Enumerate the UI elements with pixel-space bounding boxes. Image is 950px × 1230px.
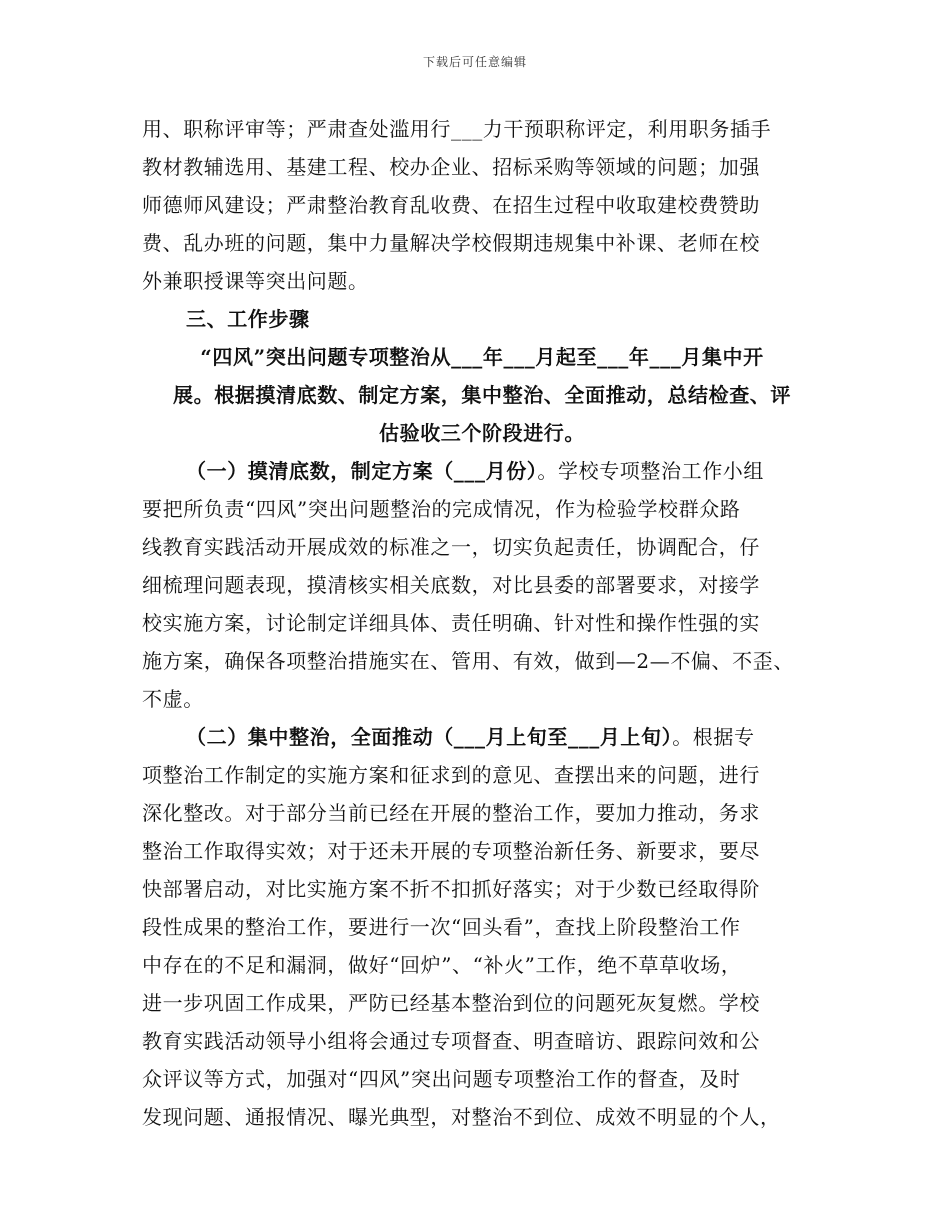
bold-paragraph-line: “四风”突出问题专项整治从___年___月起至___年___月集中开 [200,345,764,369]
body-line: 项整治工作制定的实施方案和征求到的意见、查摆出来的问题，进行 [142,763,760,787]
body-line: 段性成果的整治工作，要进行一次“回头看”，查找上阶段整治工作 [142,915,741,939]
body-line: 发现问题、通报情况、曝光典型，对整治不到位、成效不明显的个人， [142,1105,781,1129]
body-line: 不虚。 [142,687,204,711]
section-heading: 三、工作步骤 [186,307,310,331]
body-line: 众评议等方式，加强对“四风”突出问题专项整治工作的督查，及时 [142,1067,741,1091]
body-line: 整治工作取得实效；对于还未开展的专项整治新任务、新要求，要尽 [142,839,760,863]
body-line: 线教育实践活动开展成效的标准之一，切实负起责任，协调配合，仔 [142,535,760,559]
body-line: 外兼职授课等突出问题。 [142,269,369,293]
bold-paragraph-line: 估验收三个阶段进行。 [379,421,585,445]
step1-rest: 。学校专项整治工作小组 [537,459,765,483]
step1-heading: （一）摸清底数，制定方案（___月份） [186,459,538,483]
body-line: 教育实践活动领导小组将会通过专项督查、明查暗访、跟踪问效和公 [142,1029,760,1053]
body-line: 深化整改。对于部分当前已经在开展的整治工作，要加力推动，务求 [142,801,760,825]
body-line: 费、乱办班的问题，集中力量解决学校假期违规集中补课、老师在校 [142,231,760,255]
step2-heading: （二）集中整治，全面推动（___月上旬至___月上旬） [186,725,673,749]
step2-first-line [142,718,822,756]
body-line: 施方案，确保各项整治措施实在、管用、有效，做到—2—不偏、不歪、 [142,649,794,673]
body-line: 校实施方案，讨论制定详细具体、责任明确、针对性和操作性强的实 [142,611,760,635]
document-body [142,110,822,1136]
step2-rest: 。根据专 [672,725,755,749]
body-line: 进一步巩固工作成果，严防已经基本整治到位的问题死灰复燃。学校 [142,991,760,1015]
body-line: 快部署启动，对比实施方案不折不扣抓好落实；对于少数已经取得阶 [142,877,760,901]
body-line: 细梳理问题表现，摸清核实相关底数，对比县委的部署要求，对接学 [142,573,760,597]
body-line: 中存在的不足和漏洞，做好“回炉”、“补火”工作，绝不草草收场， [142,953,742,977]
body-line: 用、职称评审等；严肃查处滥用行___力干预职称评定，利用职务插手 [142,117,772,141]
body-line: 师德师风建设；严肃整治教育乱收费、在招生过程中收取建校费赞助 [142,193,760,217]
body-line: 要把所负责“四风”突出问题整治的完成情况，作为检验学校群众路 [142,497,741,521]
bold-paragraph-line: 展。根据摸清底数、制定方案，集中整治、全面推动，总结检查、评 [173,383,791,407]
page-header: 下载后可任意编辑 [422,55,527,69]
step1-first-line [142,452,822,490]
body-line: 教材教辅选用、基建工程、校办企业、招标采购等领域的问题；加强 [142,155,760,179]
